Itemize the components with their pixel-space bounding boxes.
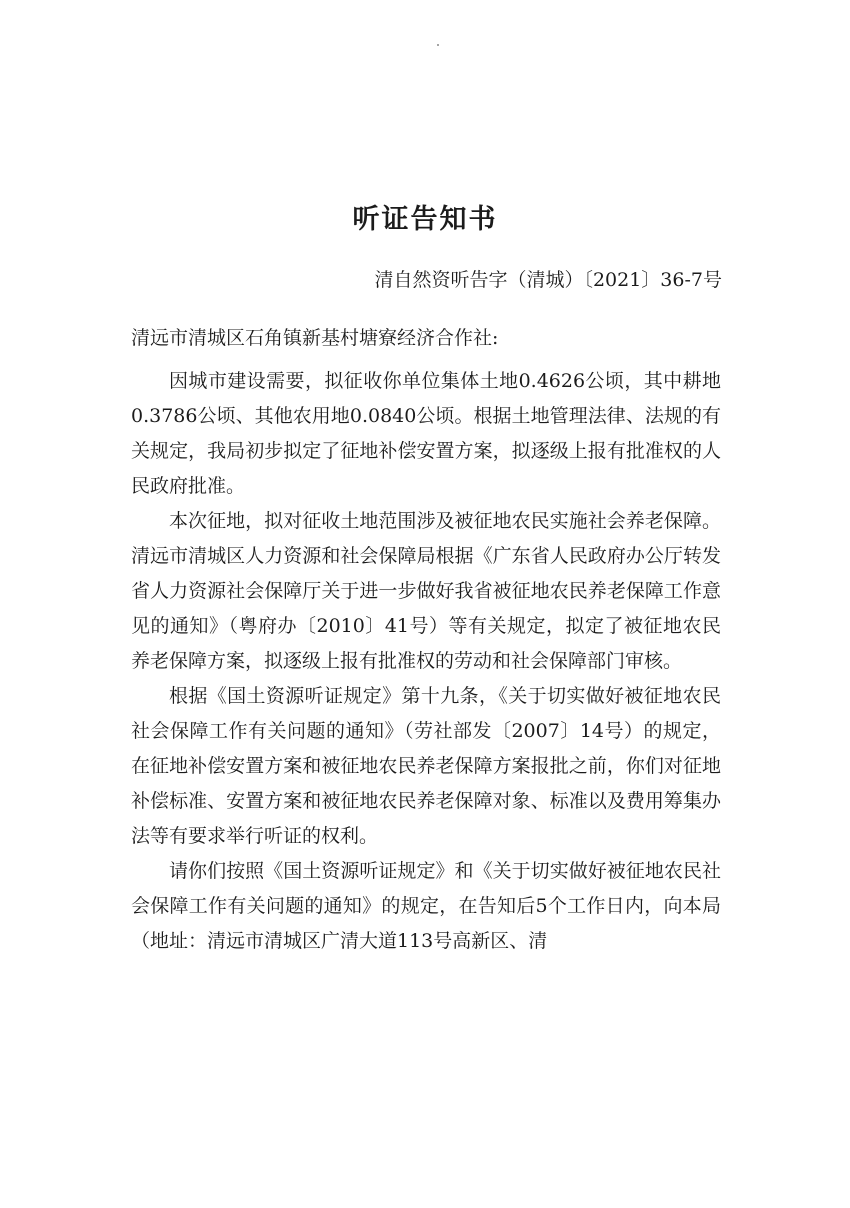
scan-speck [437,44,439,46]
paragraph-land-acquisition: 因城市建设需要，拟征收你单位集体土地0.4626公顷，其中耕地0.3786公顷、其他农用地0.0840公顷。根据土地管理法律、法规的有关规定，我局初步拟定了征地补偿安置方案，拟逐级上报有批准权的人民政府批准。 [131,370,721,497]
paragraph-hearing-rights: 根据《国土资源听证规定》第十九条，《关于切实做好被征地农民社会保障工作有关问题的通知》（劳社部发〔2007〕14号）的规定，在征地补偿安置方案和被征地农民养老保障方案报批之前，你们对征地补偿标准、安置方案和被征地农民养老保障对象、标准以及费用筹集办法等有要求举行听证的权利。 [131,685,721,847]
document-number: 清自然资听告字（清城）〔2021〕36-7号 [374,269,722,291]
paragraph-hearing-request: 请你们按照《国土资源听证规定》和《关于切实做好被征地农民社会保障工作有关问题的通知》的规定，在告知后5个工作日内，向本局（地址：清远市清城区广清大道113号高新区、清 [131,860,721,952]
addressee: 清远市清城区石角镇新基村塘寮经济合作社: [131,327,499,349]
paragraph-pension-security: 本次征地，拟对征收土地范围涉及被征地农民实施社会养老保障。清远市清城区人力资源和社会保障局根据《广东省人民政府办公厅转发省人力资源社会保障厅关于进一步做好我省被征地农民养老保障工作意见的通知》（粤府办〔2010〕41号）等有关规定，拟定了被征地农民养老保障方案，拟逐级上报有批准权的劳动和社会保障部门审核。 [131,510,721,672]
document-title: 听证告知书 [352,204,498,235]
document-body [131,364,721,959]
